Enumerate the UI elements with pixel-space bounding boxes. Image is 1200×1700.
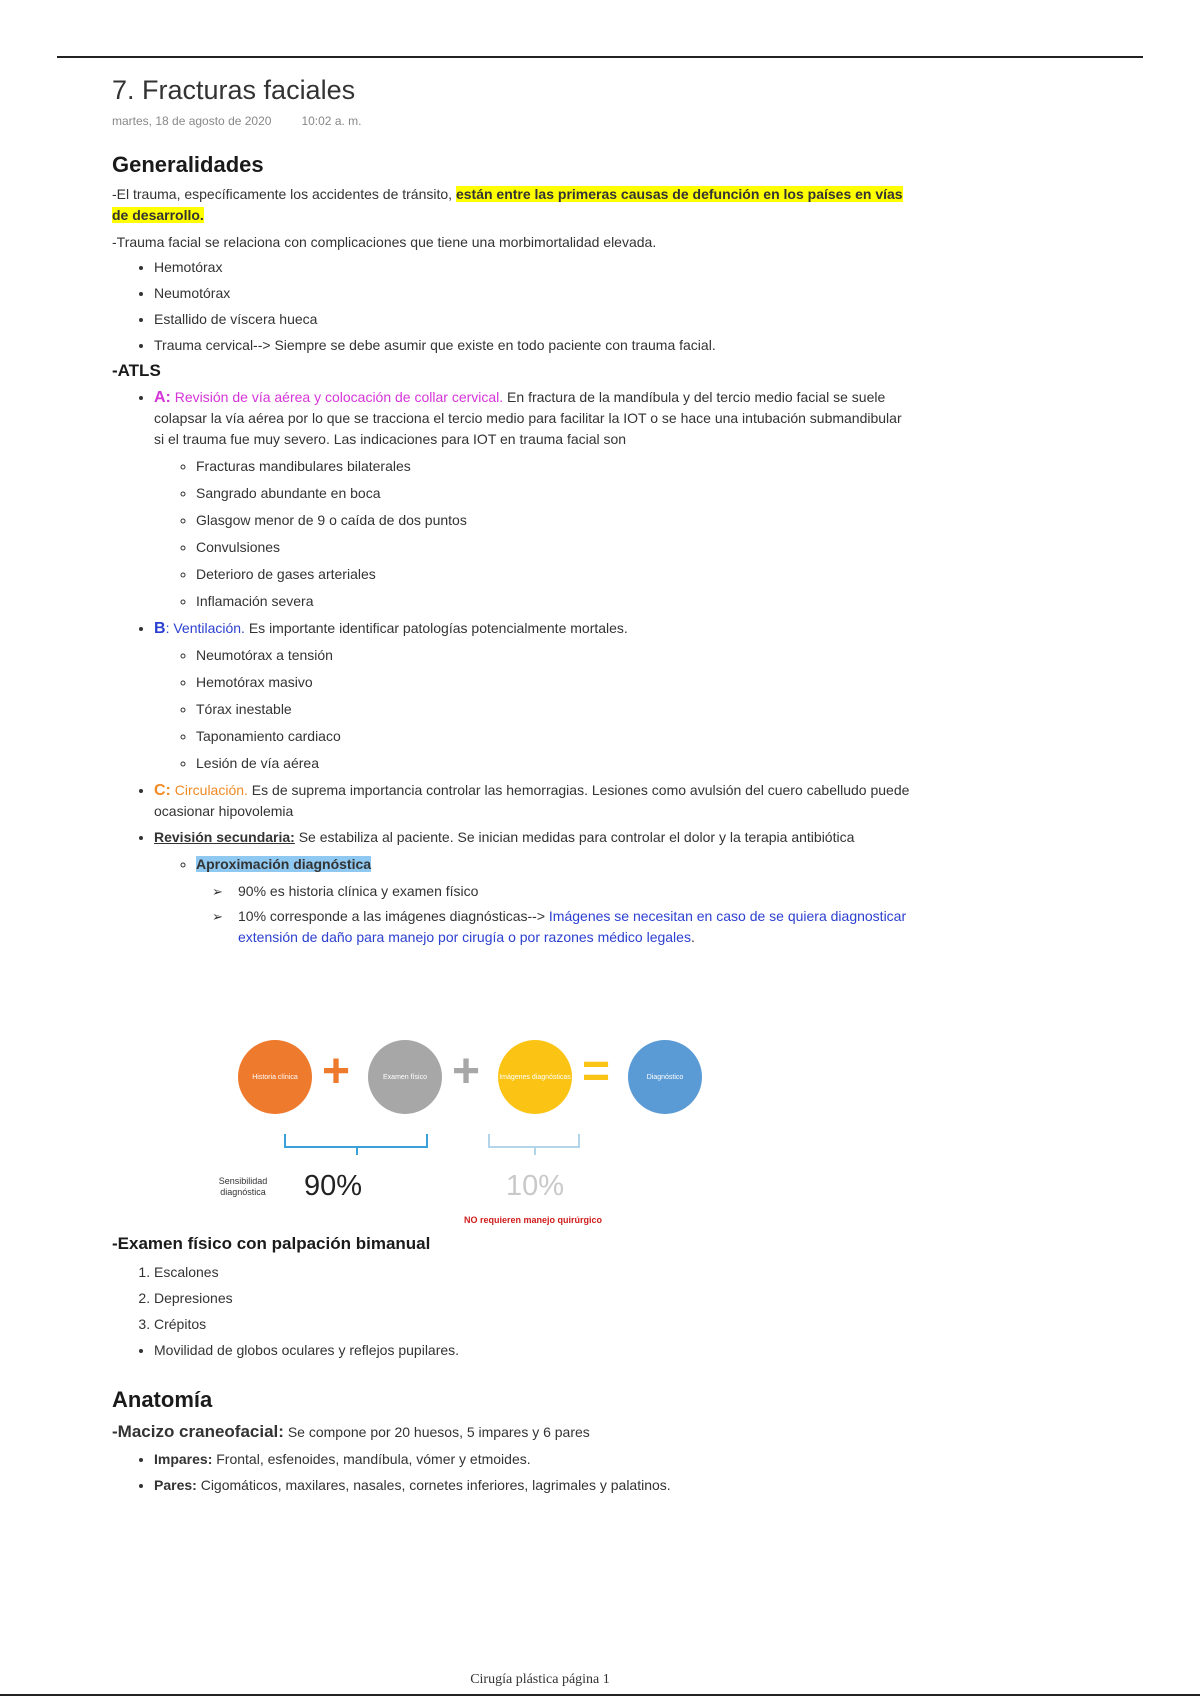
complications-list	[112, 257, 912, 356]
plus-icon: +	[322, 1045, 351, 1098]
arrow-item: ➢ 10% corresponde a las imágenes diagnósticas--> Imágenes se necesitan en caso de se quiera diagnosticar extensión de daño para manejo por cirugía o por razones médico legales.	[238, 906, 912, 948]
list-item: • Trauma cervical--> Siempre se debe asumir que existe en todo paciente con trauma facial.	[154, 335, 912, 356]
bottom-rule	[0, 1694, 1200, 1696]
exam-bullet-list	[112, 1340, 912, 1361]
no-surgery-note: NO requieren manejo quirúrgico	[464, 1215, 603, 1225]
atls-item-secondary: • Revisión secundaria: Se estabiliza al paciente. Se inician medidas para controlar el dolor y la terapia antibiótica ◦ Aproximación diagnóstica ➢ 90% es historia clínica y examen físico ➢ 10% corresponde a las imágenes diagnósticas--> Imágenes se necesitan en caso de se quiera diagnosticar extensión de daño para manejo por cirugía o por razones médico legales.	[154, 827, 912, 948]
iot-indications-list	[154, 456, 912, 612]
brace-10	[488, 1134, 580, 1148]
list-item: 3. Crépitos	[154, 1314, 912, 1335]
list-item: ◦ Taponamiento cardiaco	[196, 726, 912, 747]
list-item: • Estallido de víscera hueca	[154, 309, 912, 330]
percent-90: 90%	[304, 1170, 363, 1202]
atls-item-a: • A: Revisión de vía aérea y colocación de collar cervical. En fractura de la mandíbula y del tercio medio facial se suele colapsar la vía aérea por lo que se tracciona el tercio medio para facilitar la IOT o se hace una intubación submandibular si el trauma fue muy severo. Las indicaciones para IOT en trauma facial son ◦ Fracturas mandibulares bilaterales ◦ Sangrado abundante en boca ◦ Glasgow menor de 9 o caída de dos puntos ◦ Convulsiones ◦ Deterioro de gases arteriales ◦ Inflamación severa	[154, 387, 912, 612]
list-item: ◦ Deterioro de gases arteriales	[196, 564, 912, 585]
list-item: • Impares: Frontal, esfenoides, mandíbula, vómer y etmoides.	[154, 1449, 912, 1470]
page-title: 7. Fracturas faciales	[112, 75, 356, 105]
highlight-text: están entre las primeras causas de defunción en los países en vías de desarrollo.	[112, 186, 903, 223]
page-content	[112, 72, 912, 954]
sensitivity-label: Sensibilidad diagnóstica	[218, 1176, 268, 1197]
section-examen-heading: -Examen físico con palpación bimanual	[112, 1234, 431, 1253]
diagnosis-diagram	[210, 1030, 730, 1236]
list-item: • Pares: Cigomáticos, maxilares, nasales, cornetes inferiores, lagrimales y palatinos.	[154, 1475, 912, 1496]
bones-list	[112, 1449, 912, 1496]
list-item	[196, 854, 912, 948]
atls-item-c: • C: Circulación. Es de suprema importancia controlar las hemorragias. Lesiones como avulsión del cuero cabelludo puede ocasionar hipovolemia	[154, 780, 912, 822]
list-item: ◦ Hemotórax masivo	[196, 672, 912, 693]
list-item: • Movilidad de globos oculares y reflejos pupilares.	[154, 1340, 912, 1361]
section-atls-heading: -ATLS	[112, 361, 161, 380]
macizo-paragraph: -Macizo craneofacial: Se compone por 20 huesos, 5 impares y 6 pares	[112, 1422, 590, 1441]
diagnostic-arrows-list	[196, 881, 912, 948]
atls-list	[112, 387, 912, 948]
generalidades-paragraph-2: -Trauma facial se relaciona con complicaciones que tiene una morbimortalidad elevada.	[112, 234, 657, 250]
list-item: ◦ Neumotórax a tensión	[196, 645, 912, 666]
list-item: ◦ Convulsiones	[196, 537, 912, 558]
secondary-list	[154, 854, 912, 948]
list-item: ◦ Fracturas mandibulares bilaterales	[196, 456, 912, 477]
list-item: ◦ Inflamación severa	[196, 591, 912, 612]
list-item: • Neumotórax	[154, 283, 912, 304]
plus-icon: +	[452, 1045, 481, 1098]
arrow-item: ➢ 90% es historia clínica y examen físico	[238, 881, 912, 902]
page-time: 10:02 a. m.	[301, 114, 362, 128]
equals-icon: =	[582, 1045, 611, 1098]
percent-10: 10%	[506, 1170, 565, 1202]
mortal-pathologies-list	[154, 645, 912, 774]
circle-historia: Historia clínica	[238, 1040, 312, 1114]
exam-numbered-list	[112, 1262, 912, 1335]
circle-imagenes: Imágenes diagnósticas	[498, 1040, 572, 1114]
generalidades-paragraph-1: -El trauma, específicamente los accidentes de tránsito, están entre las primeras causas de defunción en los países en vías de desarrollo.	[112, 186, 903, 223]
top-rule	[57, 56, 1143, 58]
list-item: 1. Escalones	[154, 1262, 912, 1283]
atls-item-b: • B: Ventilación. Es importante identificar patologías potencialmente mortales. ◦ Neumotórax a tensión ◦ Hemotórax masivo ◦ Tórax inestable ◦ Taponamiento cardiaco ◦ Lesión de vía aérea	[154, 618, 912, 774]
brace-90	[284, 1134, 428, 1148]
page-meta	[112, 112, 912, 130]
circle-diagnostico: Diagnóstico	[628, 1040, 702, 1114]
list-item: ◦ Tórax inestable	[196, 699, 912, 720]
list-item: • Hemotórax	[154, 257, 912, 278]
page-date: martes, 18 de agosto de 2020	[112, 114, 272, 128]
page-footer: Cirugía plástica página 1	[470, 1672, 610, 1687]
section-generalidades-heading: Generalidades	[112, 152, 264, 177]
list-item: 2. Depresiones	[154, 1288, 912, 1309]
diagnostic-approach-highlight: Aproximación diagnóstica	[196, 856, 372, 872]
list-item: ◦ Lesión de vía aérea	[196, 753, 912, 774]
section-anatomia-heading: Anatomía	[112, 1387, 213, 1412]
page-content-lower	[112, 1234, 912, 1501]
list-item: ◦ Glasgow menor de 9 o caída de dos puntos	[196, 510, 912, 531]
list-item: ◦ Sangrado abundante en boca	[196, 483, 912, 504]
circle-examen: Examen físico	[368, 1040, 442, 1114]
